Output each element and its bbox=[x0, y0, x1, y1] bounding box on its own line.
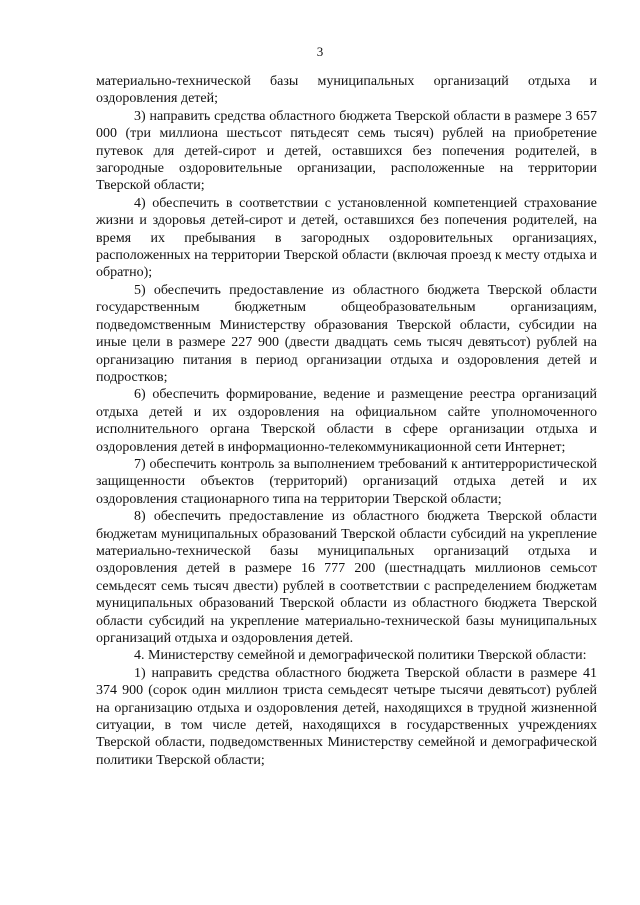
paragraph-item-5: 5) обеспечить предоставление из областного бюджета Тверской области государственным бюджетным общеобразовательным организациям, подведомственным Министерству образования Тверской области, субсидии на иные цели в размере 227 900 (двести двадцать семь тысяч девятьсот) рублей на организацию питания в период организации отдыха и оздоровления детей и подростков; bbox=[96, 282, 597, 385]
paragraph-item-8: 8) обеспечить предоставление из областного бюджета Тверской области бюджетам муниципальных образований Тверской области субсидий на укрепление материально-технической базы муниципальных организаций отдыха и оздоровления детей в размере 16 777 200 (шестнадцать миллионов семьсот семьдесят семь тысяч двести) рублей в соответствии с распределением бюджетам муниципальных образований Тверской области из областного бюджета Тверской области субсидий на укрепление материально-технической базы муниципальных организаций отдыха и оздоровления детей. bbox=[96, 509, 597, 646]
paragraph-item-6: 6) обеспечить формирование, ведение и размещение реестра организаций отдыха детей и их оздоровления на официальном сайте уполномоченного исполнительного органа Тверской области в сфере организации отдыха и оздоровления детей в информационно-телекоммуникационной сети Интернет; bbox=[96, 387, 597, 455]
paragraph-section-4: 4. Министерству семейной и демографической политики Тверской области: bbox=[134, 648, 587, 664]
page-number: 3 bbox=[316, 44, 324, 59]
document-body bbox=[96, 73, 597, 769]
paragraph-continuation: материально-технической базы муниципальных организаций отдыха и оздоровления детей; bbox=[96, 74, 597, 107]
paragraph-item-3: 3) направить средства областного бюджета Тверской области в размере 3 657 000 (три миллиона шестьсот пятьдесят семь тысяч) рублей на приобретение путевок для детей-сирот и детей, оставшихся без попечения родителей, в загородные оздоровительные организации, расположенные на территории Тверской области; bbox=[96, 108, 597, 194]
paragraph-item-7: 7) обеспечить контроль за выполнением требований к антитеррористической защищенности объектов (территорий) организаций отдыха детей и их оздоровления стационарного типа на территории Тверской области; bbox=[96, 456, 597, 507]
paragraph-section-4-item-1: 1) направить средства областного бюджета Тверской области в размере 41 374 900 (сорок один миллион триста семьдесят четыре тысячи девятьсот) рублей на организацию отдыха и оздоровления детей, находящихся в трудной жизненной ситуации, в том числе детей, находящихся в государственных учреждениях Тверской области, подведомственных Министерству семейной и демографической политики Тверской области; bbox=[96, 665, 597, 768]
paragraph-item-4: 4) обеспечить в соответствии с установленной компетенцией страхование жизни и здоровья детей-сирот и детей, оставшихся без попечения родителей, на время их пребывания в загородных оздоровительных организациях, расположенных на территории Тверской области (включая проезд к месту отдыха и обратно); bbox=[96, 195, 597, 281]
